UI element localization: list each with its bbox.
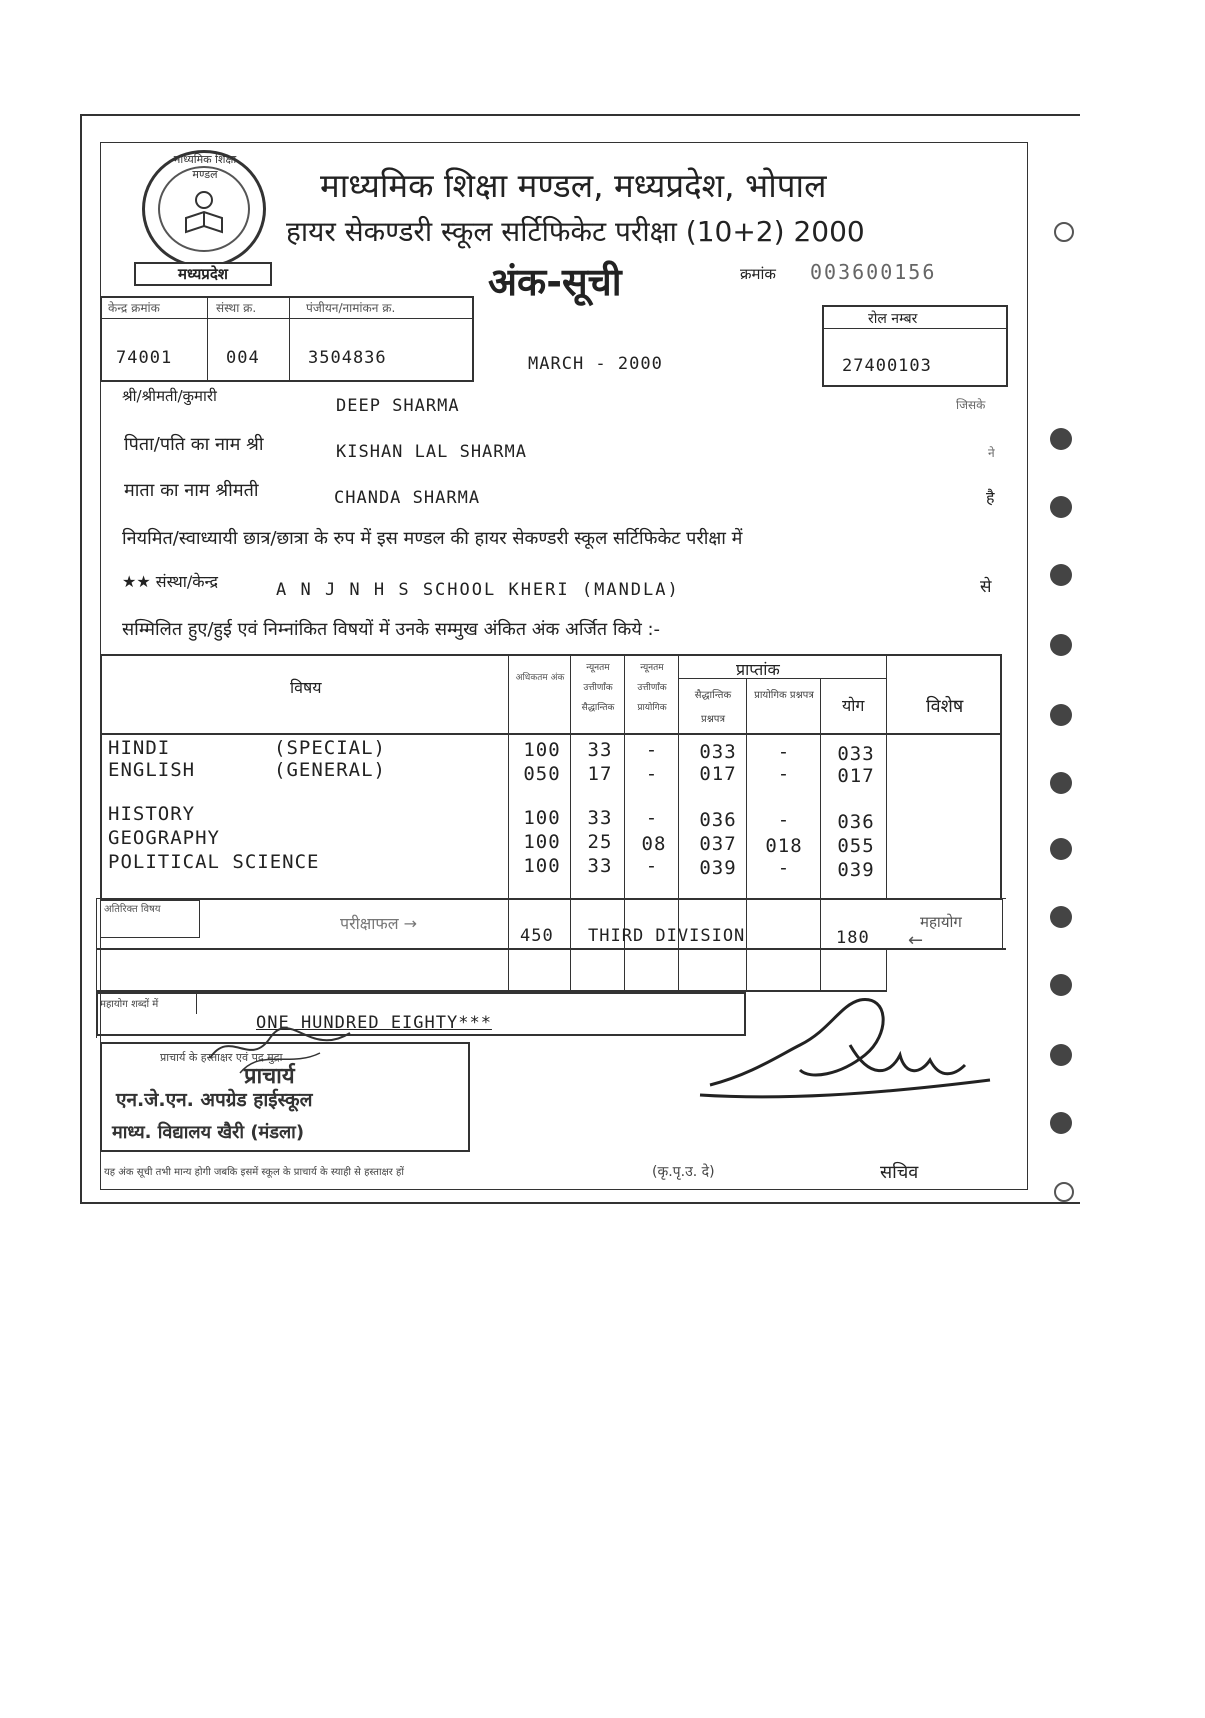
practical-marks: - — [777, 763, 791, 785]
exam-name: हायर सेकण्डरी स्कूल सर्टिफिकेट परीक्षा (10+2) 2000 — [286, 215, 865, 248]
punch-hole — [1050, 496, 1072, 518]
header-total: योग — [842, 696, 865, 715]
father-name: KISHAN LAL SHARMA — [336, 442, 527, 462]
max-marks: 100 — [523, 855, 561, 877]
punch-hole — [1050, 634, 1072, 656]
header-max: अधिकतम अंक — [515, 673, 565, 683]
col-divider-special — [886, 654, 887, 900]
institution-name: A N J N H S SCHOOL KHERI (MANDLA) — [276, 580, 680, 600]
subject-name: HINDI — [108, 737, 171, 759]
side-text-2: ने — [988, 446, 995, 460]
subject-name: GEOGRAPHY — [108, 827, 220, 849]
punch-hole — [1050, 906, 1072, 928]
registration-label: पंजीयन/नामांकन क्र. — [306, 301, 396, 315]
punch-hole — [1050, 974, 1072, 996]
min-theory: 33 — [587, 807, 613, 829]
total-marks: 033 — [837, 743, 875, 765]
practical-marks: - — [777, 857, 791, 879]
serial-label: क्रमांक — [740, 265, 776, 283]
theory-marks: 037 — [699, 833, 737, 855]
max-total: 450 — [520, 926, 554, 946]
theory-marks: 036 — [699, 809, 737, 831]
subject-name: POLITICAL SCIENCE — [108, 851, 320, 873]
statement-line-2: सम्मिलित हुए/हुई एवं निम्नांकित विषयों में उनके सम्मुख अंकित अंक अर्जित किये :- — [122, 619, 661, 640]
footer-note: यह अंक सूची तभी मान्य होगी जबकि इसमें स्कूल के प्राचार्य के स्याही से हस्ताक्षर हों — [104, 1167, 404, 1178]
punch-hole — [1054, 1182, 1074, 1202]
institution-code: 004 — [226, 348, 260, 368]
book-icon — [180, 188, 228, 236]
punch-hole — [1050, 564, 1072, 586]
obtained-subheader-rule — [678, 678, 886, 679]
roll-number-label: रोल नम्बर — [868, 311, 918, 327]
max-marks: 100 — [523, 807, 561, 829]
punch-hole — [1050, 772, 1072, 794]
principal-label: प्राचार्य के हस्ताक्षर एवं पद मुद्रा — [160, 1051, 283, 1064]
subject-type: (GENERAL) — [274, 759, 386, 781]
additional-subject-label: अतिरिक्त विषय — [104, 904, 161, 915]
footer-pto: (कृ.पृ.उ. दे) — [652, 1164, 715, 1180]
header-subject: विषय — [290, 678, 322, 697]
marks-header-rule — [100, 733, 1002, 735]
col-divider-total — [820, 678, 821, 992]
min-theory: 17 — [587, 763, 613, 785]
subject-type: (SPECIAL) — [274, 737, 386, 759]
grand-total: 180 — [836, 928, 870, 948]
words-label: महायोग शब्दों में — [100, 999, 159, 1010]
secretary-label: सचिव — [880, 1162, 919, 1183]
registration-number: 3504836 — [308, 348, 387, 368]
header-theory-paper: सैद्धान्तिक प्रश्नपत्र — [694, 690, 732, 725]
min-practical: - — [645, 807, 659, 829]
subject-name: ENGLISH — [108, 759, 196, 781]
header-practical-paper: प्रायोगिक प्रश्नपत्र — [754, 690, 814, 701]
left-arrow-icon: ← — [908, 930, 924, 951]
name-label: श्री/श्रीमती/कुमारी — [122, 387, 217, 405]
subject-name: HISTORY — [108, 803, 196, 825]
practical-marks: - — [777, 809, 791, 831]
punch-hole — [1050, 838, 1072, 860]
codes-divider-1 — [207, 296, 208, 382]
side-text-3: है — [986, 488, 995, 507]
exam-month: MARCH - 2000 — [528, 354, 663, 374]
header-special: विशेष — [926, 696, 964, 717]
center-code: 74001 — [116, 348, 173, 368]
result-bottom-rule — [96, 948, 1006, 950]
min-practical: 08 — [641, 833, 667, 855]
codes-divider-2 — [289, 296, 290, 382]
institution-suffix: से — [980, 577, 992, 597]
roll-number: 27400103 — [842, 356, 932, 376]
stamp-line-2: एन.जे.एन. अपग्रेड हाईस्कूल — [116, 1089, 313, 1111]
seal-ring-text: माध्यमिक शिक्षा मण्डल — [173, 153, 237, 181]
header-min-theory: न्यूनतम उत्तीर्णांक सैद्धान्तिक — [581, 663, 615, 713]
document-title: अंक-सूची — [488, 260, 622, 304]
total-marks: 036 — [837, 811, 875, 833]
max-marks: 050 — [523, 763, 561, 785]
result-right-rule — [1002, 898, 1003, 950]
seal-label: मध्यप्रदेश — [134, 262, 272, 286]
result-label: परीक्षाफल → — [340, 914, 418, 933]
serial-number: 003600156 — [810, 260, 937, 284]
outer-top-rule — [80, 114, 1080, 116]
min-practical: - — [645, 855, 659, 877]
center-code-label: केन्द्र क्रमांक — [108, 301, 160, 315]
side-text-1: जिसके — [956, 398, 986, 412]
codes-header-rule — [100, 318, 474, 319]
stamp-line-3: माध्य. विद्यालय खैरी (मंडला) — [112, 1122, 305, 1143]
board-name: माध्यमिक शिक्षा मण्डल, मध्यप्रदेश, भोपाल — [320, 166, 827, 205]
board-seal — [130, 150, 276, 290]
theory-marks: 017 — [699, 763, 737, 785]
max-marks: 100 — [523, 739, 561, 761]
grand-total-label: महायोग — [920, 913, 962, 931]
practical-marks: 018 — [765, 835, 803, 857]
secretary-signature — [690, 985, 1010, 1125]
stamp-line-1: प्राचार्य — [244, 1064, 295, 1089]
min-theory: 25 — [587, 831, 613, 853]
institution-code-label: संस्था क्र. — [216, 301, 257, 315]
header-min-practical: न्यूनतम उत्तीर्णांक प्रायोगिक — [637, 663, 667, 713]
total-marks: 039 — [837, 859, 875, 881]
punch-hole — [1050, 704, 1072, 726]
theory-marks: 033 — [699, 741, 737, 763]
punch-hole — [1050, 428, 1072, 450]
punch-hole — [1050, 1044, 1072, 1066]
total-marks: 017 — [837, 765, 875, 787]
result-top-rule — [96, 898, 1006, 899]
outer-left-rule — [80, 114, 82, 1204]
mother-label: माता का नाम श्रीमती — [124, 480, 259, 501]
grand-total-words: ONE HUNDRED EIGHTY*** — [256, 1013, 492, 1033]
min-practical: - — [645, 739, 659, 761]
punch-hole — [1054, 222, 1074, 242]
words-label-divider — [196, 992, 197, 1014]
max-marks: 100 — [523, 831, 561, 853]
min-theory: 33 — [587, 739, 613, 761]
header-obtained: प्राप्तांक — [736, 660, 780, 679]
statement-line: नियमित/स्वाध्यायी छात्र/छात्रा के रुप में इस मण्डल की हायर सेकण्डरी स्कूल सर्टिफिकेट परीक्षा में — [122, 528, 743, 549]
outer-bottom-rule — [80, 1202, 1080, 1204]
theory-marks: 039 — [699, 857, 737, 879]
division: THIRD DIVISION — [588, 926, 746, 946]
institution-label: ★★ संस्था/केन्द्र — [122, 572, 218, 591]
candidate-name: DEEP SHARMA — [336, 396, 460, 416]
principal-signature — [200, 1018, 360, 1078]
punch-hole — [1050, 1112, 1072, 1134]
practical-marks: - — [777, 741, 791, 763]
total-marks: 055 — [837, 835, 875, 857]
min-theory: 33 — [587, 855, 613, 877]
min-practical: - — [645, 763, 659, 785]
roll-header-rule — [822, 328, 1008, 329]
mother-name: CHANDA SHARMA — [334, 488, 481, 508]
col-divider-max — [508, 654, 509, 992]
father-label: पिता/पति का नाम श्री — [124, 434, 264, 455]
